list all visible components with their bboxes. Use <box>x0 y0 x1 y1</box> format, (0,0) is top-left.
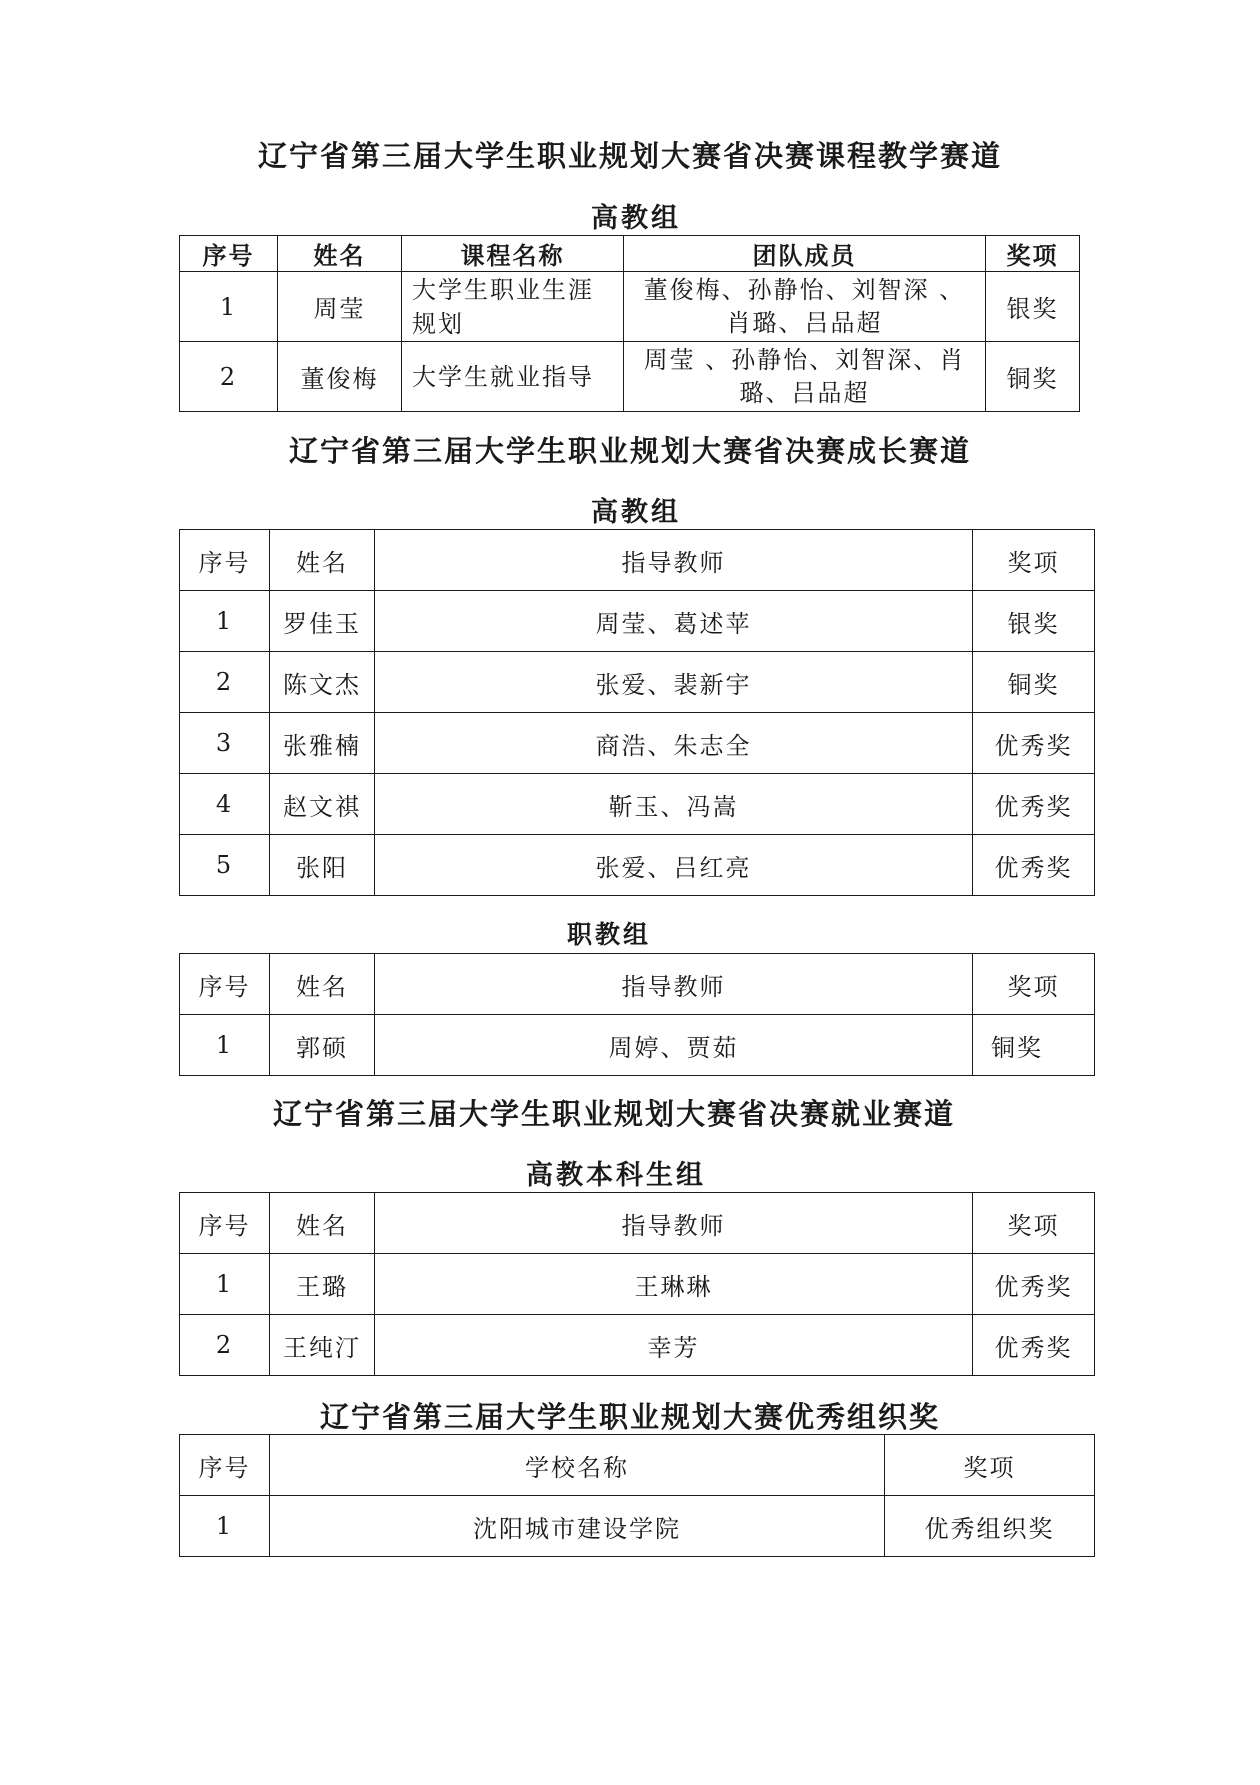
cell-members-line: 肖璐、吕品超 <box>726 308 883 337</box>
cell-name: 罗佳玉 <box>270 591 375 652</box>
employment-header-row <box>180 1193 1095 1254</box>
cell-teachers: 商浩、朱志全 <box>375 713 973 774</box>
cell-award: 铜奖 <box>986 342 1080 412</box>
cell-course-line: 规划 <box>412 309 464 338</box>
cell-award: 银奖 <box>986 272 1080 342</box>
cell-school: 沈阳城市建设学院 <box>270 1496 885 1557</box>
cell-no: 1 <box>180 1015 270 1076</box>
table-row <box>180 1254 1095 1315</box>
col-header-teachers: 指导教师 <box>375 1193 973 1254</box>
col-header-school: 学校名称 <box>270 1435 885 1496</box>
cell-teachers: 张爱、裴新宇 <box>375 652 973 713</box>
cell-teachers: 王琳琳 <box>375 1254 973 1315</box>
cell-name: 董俊梅 <box>278 342 402 412</box>
table-row <box>180 1496 1095 1557</box>
cell-no: 1 <box>180 272 278 342</box>
cell-award: 铜奖 <box>973 652 1095 713</box>
table-row <box>180 342 1080 412</box>
cell-no: 4 <box>180 774 270 835</box>
cell-name: 王璐 <box>270 1254 375 1315</box>
col-header-award: 奖项 <box>973 530 1095 591</box>
cell-award: 优秀奖 <box>973 835 1095 896</box>
cell-name: 赵文祺 <box>270 774 375 835</box>
organization-award-title: 辽宁省第三届大学生职业规划大赛优秀组织奖 <box>319 1400 940 1434</box>
col-header-name: 姓名 <box>270 530 375 591</box>
growth-higher-group-title: 高教组 <box>591 497 681 528</box>
growth-vocational-header-row <box>180 954 1095 1015</box>
col-header-name: 姓名 <box>278 236 402 272</box>
table-row <box>180 774 1095 835</box>
course-header-row <box>180 236 1080 272</box>
col-header-award: 奖项 <box>986 236 1080 272</box>
cell-name: 周莹 <box>278 272 402 342</box>
col-header-teachers: 指导教师 <box>375 530 973 591</box>
cell-award: 银奖 <box>973 591 1095 652</box>
col-header-teachers: 指导教师 <box>375 954 973 1015</box>
cell-course-line: 大学生职业生涯 <box>412 275 594 304</box>
cell-name: 王纯汀 <box>270 1315 375 1376</box>
employment-group-title: 高教本科生组 <box>526 1160 706 1191</box>
col-header-no: 序号 <box>180 1193 270 1254</box>
cell-no: 1 <box>180 1496 270 1557</box>
growth-higher-table <box>179 529 1095 896</box>
growth-higher-header-row <box>180 530 1095 591</box>
cell-no: 2 <box>180 1315 270 1376</box>
cell-award: 铜奖 <box>973 1015 1095 1076</box>
col-header-name: 姓名 <box>270 1193 375 1254</box>
cell-members-line: 董俊梅、孙静怡、刘智深 、 <box>643 275 966 304</box>
growth-vocational-table <box>179 953 1095 1076</box>
cell-teachers: 靳玉、冯嵩 <box>375 774 973 835</box>
cell-award: 优秀奖 <box>973 1315 1095 1376</box>
col-header-members: 团队成员 <box>624 236 986 272</box>
cell-no: 2 <box>180 652 270 713</box>
employment-table <box>179 1192 1095 1376</box>
cell-teachers: 周莹、葛述苹 <box>375 591 973 652</box>
cell-award: 优秀奖 <box>973 1254 1095 1315</box>
table-row <box>180 652 1095 713</box>
cell-name: 张阳 <box>270 835 375 896</box>
col-header-course: 课程名称 <box>402 236 624 272</box>
course-track-title: 辽宁省第三届大学生职业规划大赛省决赛课程教学赛道 <box>257 139 1002 173</box>
col-header-no: 序号 <box>180 530 270 591</box>
table-row <box>180 713 1095 774</box>
course-group-title: 高教组 <box>591 203 681 234</box>
growth-track-title: 辽宁省第三届大学生职业规划大赛省决赛成长赛道 <box>288 434 971 468</box>
employment-track-title: 辽宁省第三届大学生职业规划大赛省决赛就业赛道 <box>272 1097 955 1131</box>
cell-members <box>624 272 986 342</box>
table-row <box>180 1315 1095 1376</box>
course-table <box>179 235 1080 412</box>
cell-award: 优秀奖 <box>973 774 1095 835</box>
cell-course-line: 大学生就业指导 <box>412 362 594 391</box>
cell-course <box>402 342 624 412</box>
cell-award: 优秀组织奖 <box>885 1496 1095 1557</box>
cell-teachers: 周婷、贾茹 <box>375 1015 973 1076</box>
col-header-no: 序号 <box>180 954 270 1015</box>
cell-members <box>624 342 986 412</box>
cell-course <box>402 272 624 342</box>
cell-no: 1 <box>180 591 270 652</box>
cell-no: 3 <box>180 713 270 774</box>
cell-no: 2 <box>180 342 278 412</box>
table-row <box>180 1015 1095 1076</box>
table-row <box>180 591 1095 652</box>
col-header-no: 序号 <box>180 236 278 272</box>
col-header-award: 奖项 <box>973 954 1095 1015</box>
cell-teachers: 幸芳 <box>375 1315 973 1376</box>
cell-name: 陈文杰 <box>270 652 375 713</box>
cell-members-line: 璐、吕品超 <box>739 378 870 407</box>
col-header-award: 奖项 <box>885 1435 1095 1496</box>
cell-members-line: 周莹 、孙静怡、刘智深、肖 <box>643 345 966 374</box>
cell-award: 优秀奖 <box>973 713 1095 774</box>
organization-table <box>179 1434 1095 1557</box>
col-header-no: 序号 <box>180 1435 270 1496</box>
cell-name: 张雅楠 <box>270 713 375 774</box>
cell-name: 郭硕 <box>270 1015 375 1076</box>
organization-header-row <box>180 1435 1095 1496</box>
table-row <box>180 835 1095 896</box>
cell-no: 5 <box>180 835 270 896</box>
cell-teachers: 张爱、吕红亮 <box>375 835 973 896</box>
cell-no: 1 <box>180 1254 270 1315</box>
growth-vocational-group-title: 职教组 <box>566 920 651 949</box>
col-header-award: 奖项 <box>973 1193 1095 1254</box>
col-header-name: 姓名 <box>270 954 375 1015</box>
table-row <box>180 272 1080 342</box>
